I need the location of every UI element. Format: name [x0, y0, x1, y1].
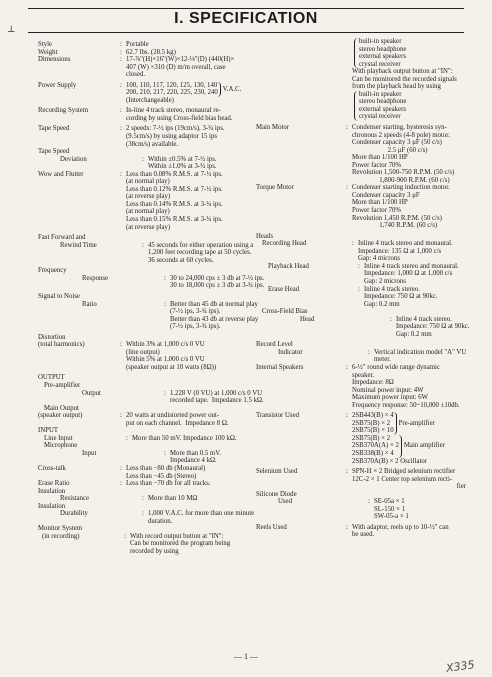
- spec-erase-head: Erase Head : Inline 4 track stereo. Impedance: 750 Ω at 90kc. Gap: 0.2 mm: [256, 286, 466, 309]
- spec-value-line: external speakers: [359, 53, 406, 61]
- spec-value-line: 2SB370A(A) × 2: [352, 442, 399, 450]
- spec-value-line: Revolution 1,450 R.P.M. (50 c/s): [352, 214, 442, 222]
- spec-value-line: (7-½ ips, 3-¾ ips).: [170, 323, 221, 331]
- spec-value-line: stereo headphone: [359, 45, 407, 53]
- spec-record-level: Indicator : Vertical indication model "A" VU meter.: [256, 349, 466, 364]
- spec-frequency-response: Response : 30 to 24,000 cps ± 3 db at 7-½ ips. 30 to 18,000 cps ± 3 db at 3-¾ ips.: [38, 275, 248, 290]
- spec-label: Pre-amplifier: [44, 381, 81, 389]
- spec-value-line: 1,740 R.P.M. (60 c/s): [352, 222, 438, 230]
- spec-value-line: meter.: [374, 356, 391, 364]
- spec-value-line: (9.5cm/s) by using adaptor 15 ips: [126, 133, 217, 141]
- spec-value-line: Less than 0.15% R.M.S. at 3-¾ ips.: [126, 216, 223, 224]
- spec-label: Wow and Flutter: [38, 170, 84, 178]
- spec-value-line: built-in speaker: [359, 90, 402, 98]
- spec-value-line: Impedance: 8Ω: [352, 379, 394, 387]
- spec-torque-motor: Torque Motor : Condenser starting induction motor. Condenser capacity 3 μF More than 1/100 HP Power factor 70% Revolution 1,450 R.P.M. (50 c/s) 1,740 R.P.M. (60 c/s): [256, 184, 466, 229]
- spec-label: Reels Used: [256, 523, 287, 531]
- spec-value-line: Power factor 70%: [352, 207, 402, 215]
- spec-label: Cross-Field Bias: [262, 308, 308, 316]
- spec-label: Recording System: [38, 107, 89, 115]
- spec-value-line: Gap: 0.2 mm: [396, 330, 432, 338]
- spec-label: Frequency: [38, 267, 67, 275]
- spec-value-line: Less than −45 db (Stereo): [126, 472, 197, 480]
- spec-value-line: 407 (W) ×310 (D) m/m overall, case: [126, 63, 226, 71]
- spec-value-line: Less than 0.14% R.M.S. at 3-¾ ips.: [126, 200, 223, 208]
- spec-label: Weight: [38, 48, 58, 56]
- spec-value-line: Less than 0.12% R.M.S. at 7-½ ips.: [126, 185, 223, 193]
- spec-value-line: chronous 2 speeds (4-8 pole) motor.: [352, 131, 450, 139]
- spec-value-line: recorded by using: [130, 548, 179, 555]
- spec-label: Output: [82, 389, 101, 397]
- spec-label: Power Supply: [38, 81, 77, 89]
- spec-value-line: Inline 4 track stereo and monaural.: [364, 262, 459, 270]
- spec-value-line: closed.: [126, 71, 146, 79]
- spec-label: Cross-talk: [38, 464, 66, 472]
- spec-value-line: Inline 4 track stereo.: [364, 285, 420, 293]
- spec-value: More than 0.5 mV. Impedance 4 kΩ.: [170, 449, 222, 465]
- spec-label: (total harmonics): [38, 341, 85, 349]
- spec-tape-speed-deviation: Deviation : Within ±0.5% at 7-½ ips. Within ±1.0% at 3-¾ ips.: [38, 156, 248, 171]
- spec-playback-head: Playback Head : Inline 4 track stereo and monaural. Impedance: 1,000 Ω at 1,000 c/s Gap: 2 microns: [256, 263, 466, 286]
- page-number: — 1 —: [234, 652, 258, 661]
- spec-value-line: 2.5 μF (60 c/s): [352, 146, 428, 154]
- spec-value-line: be used.: [352, 531, 375, 539]
- spec-value-line: Within 3% at 1,000 c/s 0 VU: [126, 341, 205, 349]
- spec-label: Transistor Used: [256, 412, 299, 420]
- spec-value-line: 20 watts at undistorted power out-: [126, 412, 220, 420]
- header-rule-top: [28, 8, 464, 9]
- spec-value-line: 2SB443(B) × 4: [352, 412, 394, 420]
- spec-preamp-output: Output : 1.228 V (0 VU) at 1,000 c/s 0 VU recorded tape. Impedance 1.5 kΩ.: [38, 390, 248, 405]
- spec-value-line: Gap: 4 microns: [358, 255, 400, 263]
- spec-value-line: SL-150 × 1: [374, 505, 406, 513]
- spec-label: Resistance: [60, 495, 90, 503]
- spec-cross-field-head: Head : Inline 4 track stereo. Impedance: 750 Ω at 90kc. Gap: 0.2 mm: [256, 316, 466, 339]
- spec-value-line: (38cm/s) available.: [126, 140, 179, 148]
- transistor-group-note: Main amplifier: [403, 442, 445, 450]
- spec-value: Portable: [126, 41, 149, 48]
- spec-value-line: Vertical indication model "A" VU: [374, 348, 467, 356]
- spec-value-line: (at reverse play): [126, 223, 171, 231]
- spec-value-line: cording by using Cross-field bias head.: [126, 114, 233, 122]
- spec-label: Signal to Noise: [38, 292, 80, 300]
- spec-value-line: 2SB75(B) × 2: [352, 434, 391, 442]
- handwritten-stamp: X335: [445, 658, 476, 675]
- spec-label: Silicone Diode: [256, 490, 297, 498]
- spec-value-line: 12C-2 × 1 Center top selenium recti-: [352, 475, 453, 483]
- spec-label: Main Motor: [256, 124, 290, 132]
- spec-wow-flutter: Wow and Flutter : Less than 0.08% R.M.S. at 7-½ ips. (at normal play) Less than 0.12% R.M.S. at 7-½ ips. (at reverse play) Less than 0.14% R.M.S. at 3-¾ ips. (at normal play) Less than 0.15% R.M.S. at 3-¾ ips. (at reverse play): [38, 171, 248, 231]
- spec-value-line: 30 to 18,000 cps ± 3 db at 3-¾ ips.: [170, 282, 265, 290]
- spec-value-line: With adaptor, reels up to 10-½" can: [352, 523, 449, 531]
- spec-value-line: SPN-H × 2 Bridged selenium rectifier: [352, 468, 456, 476]
- spec-value-line: stereo headphone: [359, 98, 407, 106]
- spec-insulation-durability: Durability : 1,000 V.A.C. for more than one minute duration.: [38, 510, 248, 525]
- spec-value-line: Inline 4 track stereo and monaural.: [358, 240, 453, 248]
- spec-label: Head: [300, 315, 315, 323]
- spec-value: More than 50 mV. Impedance 100 kΩ.: [132, 434, 237, 442]
- page-title: I. SPECIFICATION: [174, 10, 318, 27]
- spec-value-line: (7-½ ips, 3-¾ ips).: [170, 308, 221, 316]
- spec-value: More than 10 MΩ: [148, 495, 198, 503]
- spec-label: Rewind Time: [60, 241, 97, 249]
- spec-line-input: Line Input : More than 50 mV. Impedance 100 kΩ.: [38, 435, 248, 443]
- spec-value-line: Nominal power input: 4W: [352, 386, 424, 394]
- spec-value-line: Inline 4 track stereo.: [396, 315, 452, 323]
- spec-value-line: (at reverse play): [126, 193, 171, 201]
- spec-label: Deviation: [60, 155, 87, 163]
- spec-label: Dimensions: [38, 56, 71, 64]
- spec-value-line: 200, 210, 217, 220, 225, 230, 240: [126, 89, 218, 97]
- spec-value-line: Less than −80 db (Monaural): [126, 464, 206, 472]
- spec-value-line: 1,200 feet recording tape at 50 cycles.: [148, 249, 252, 257]
- spec-silicone-diode: Used : SE-05a × 1 SL-150 × 1 SW-05-a × 1: [256, 498, 466, 521]
- spec-value-line: Condenser starting, hysteresis syn-: [352, 124, 447, 132]
- spec-cross-talk: Cross-talk : Less than −80 db (Monaural) Less than −45 db (Stereo): [38, 465, 248, 480]
- spec-value-line: speaker.: [352, 371, 375, 379]
- spec-style: Style : Portable: [38, 41, 248, 49]
- spec-value-line: Can be monitored the program being: [130, 540, 231, 548]
- spec-label: Monitor System: [38, 525, 82, 533]
- spec-value-line: Impedance: 1,000 Ω at 1,000 c/s: [364, 270, 453, 278]
- spec-value-line: In-line 4 track stereo, monaural re-: [126, 107, 221, 115]
- spec-value-line: 30 to 24,000 cps ± 3 db at 7-½ ips.: [170, 274, 265, 282]
- spec-label: Microphone: [44, 442, 78, 450]
- spec-value-line: Frequency response: 50~10,000 ±10db.: [352, 401, 460, 409]
- spec-label: Erase Ratio: [38, 480, 70, 488]
- spec-power-supply: Power Supply : 100, 110, 117, 120, 125, 130, 140 200, 210, 217, 220, 225, 230, 240 V.A.C. (Interchangeable): [38, 82, 248, 105]
- spec-value-line: (at normal play): [126, 178, 170, 186]
- spec-value-line: 2SB338(B) × 4: [352, 449, 394, 457]
- transistor-group-note: Pre-amplifier: [398, 419, 435, 427]
- spec-value-line: With record output button at "IN":: [130, 532, 224, 540]
- spec-value-line: Can be monitored the recorded signals: [352, 75, 457, 83]
- spec-value-line: external speakers: [359, 105, 406, 113]
- spec-value-line: fier: [456, 483, 466, 491]
- spec-label: Response: [82, 274, 109, 282]
- spec-value-line: Gap: 2 microns: [364, 277, 406, 285]
- spec-value-line: (Interchangeable): [126, 96, 174, 104]
- spec-value-line: from the playback head by using: [352, 83, 441, 91]
- spec-label: (speaker output): [38, 412, 83, 420]
- spec-value-line: Condenser capacity 3 μF (50 c/s): [352, 139, 442, 147]
- spec-value-line: 1.228 V (0 VU) at 1,000 c/s 0 VU: [170, 389, 263, 397]
- spec-value-line: 6-½" round wide range dynamic: [352, 363, 440, 371]
- section-heading: INPUT: [38, 427, 59, 435]
- spec-label: Fast Forward and: [38, 234, 86, 242]
- spec-label: Erase Head: [268, 285, 300, 293]
- spec-value-line: 2 speeds: 7-½ ips (19cm/s), 3-¾ ips.: [126, 125, 225, 133]
- spec-reels-used: Reels Used : With adaptor, reels up to 10-½" can be used.: [256, 524, 466, 539]
- spec-internal-speakers: Internal Speakers : 6-½" round wide range dynamic speaker. Impedance: 8Ω Nominal power input: 4W Maximum power input: 6W Frequency response: 50~10,000 ±10db.: [256, 364, 466, 409]
- spec-label: Tape Speed: [38, 125, 70, 133]
- header-rule-bottom: [28, 32, 464, 33]
- spec-label: Line Input: [44, 434, 73, 442]
- spec-value-line: 100, 110, 117, 120, 125, 130, 140: [126, 81, 218, 89]
- spec-label: Recording Head: [262, 240, 307, 248]
- spec-value-line: (speaker output at 10 watts (8Ω)): [126, 363, 217, 371]
- section-heading: Heads: [256, 232, 273, 240]
- margin-mark: ⊥: [7, 24, 16, 34]
- spec-monitor-system: (in recording) : With record output button at "IN": Can be monitored the program being recorded by using: [38, 533, 248, 556]
- spec-value-line: With playback output button at "IN":: [352, 68, 453, 76]
- spec-label: Insulation: [38, 502, 66, 510]
- spec-selenium-used: Selenium Used : SPN-H × 2 Bridged selenium rectifier 12C-2 × 1 Center top selenium recti- fier: [256, 468, 466, 491]
- spec-value-line: Impedance: 750 Ω at 90kc.: [396, 323, 470, 331]
- right-column: [256, 38, 470, 539]
- spec-value-line: Condenser capacity 3 μF: [352, 191, 420, 199]
- spec-value-line: 2SB75(B) × 10: [352, 427, 394, 435]
- spec-erase-ratio: Erase Ratio : Less than −70 db for all tracks.: [38, 480, 248, 488]
- spec-value-line: 2SB75(B) × 2: [352, 419, 391, 427]
- spec-transistor-used: Transistor Used : 2SB443(B) × 4 2SB75(B) × 2 2SB75(B) × 10 Pre-amplifier 2SB75(B) × 2 2SB370A(A) × 2 2SB338(B) × 4 Main amplifier 2SB370A(B) × 2 Oscillator: [256, 412, 466, 465]
- spec-label: Main Output: [44, 404, 79, 412]
- spec-label: Selenium Used: [256, 468, 298, 476]
- monitor-continuation: [256, 38, 466, 121]
- spec-value-line: More than 1/100 HP: [352, 199, 408, 207]
- spec-value-line: Maximum power input: 6W: [352, 394, 429, 402]
- spec-main-motor: Main Motor : Condenser starting, hysteresis syn- chronous 2 speeds (4-8 pole) motor. Condenser capacity 3 μF (50 c/s) 2.5 μF (60 c/s) More than 1/100 HP Power factor 70% Revolution 1,500-750 R.P.M. (50 c/s) 1,800-900 R.P.M. (60 c/s): [256, 124, 466, 184]
- spec-value-line: Less than 0.08% R.M.S. at 7-½ ips.: [126, 170, 223, 178]
- spec-fast-forward: Rewind Time : 45 seconds for either operation using a 1,200 feet recording tape at 50 cycles. 36 seconds at 60 cycles.: [38, 242, 248, 265]
- spec-value-line: Within ±1.0% at 3-¾ ips.: [148, 163, 217, 171]
- spec-value-line: More than 1/100 HP: [352, 154, 408, 162]
- spec-value-line: 45 seconds for either operation using a: [148, 241, 254, 249]
- spec-label: Internal Speakers: [256, 363, 304, 371]
- spec-value-line: SW-05-a × 1: [374, 513, 409, 521]
- spec-mic-input: Input : More than 0.5 mV. Impedance 4 kΩ.: [38, 450, 248, 465]
- spec-value-line: 17-⅞"(H)×16"(W)×12-⅛"(D) (440(H)×: [126, 56, 235, 64]
- spec-value-line: Impedance: 750 Ω at 90kc.: [364, 293, 438, 301]
- spec-main-output: (speaker output) : 20 watts at undistorted power out- put on each channel. Impedance 8 Ω.: [38, 412, 248, 427]
- monitor-brace-record: [354, 38, 466, 68]
- spec-label: (in recording): [42, 532, 80, 540]
- spec-value-line: duration.: [148, 517, 173, 525]
- section-heading: OUTPUT: [38, 374, 65, 382]
- spec-value-line: Better than 43 db at reverse play: [170, 315, 259, 323]
- spec-label: Indicator: [278, 348, 303, 356]
- spec-value-line: crystal receiver: [359, 113, 401, 121]
- spec-value-line: Gap: 0.2 mm: [364, 300, 400, 308]
- spec-value-line: crystal receiver: [359, 60, 401, 68]
- spec-value-line: (line output): [126, 348, 160, 356]
- spec-weight: Weight : 62.7 lbs. (28.5 kg): [38, 49, 248, 57]
- spec-label: Distortion: [38, 333, 66, 341]
- spec-label: Style: [38, 41, 52, 48]
- spec-value-line: 1,000 V.A.C. for more than one minute: [148, 510, 255, 518]
- spec-value-line: recorded tape. Impedance 1.5 kΩ.: [170, 397, 264, 405]
- spec-recording-head: Recording Head : Inline 4 track stereo and monaural. Impedance: 135 Ω at 1,000 c/s Gap: 4 microns: [256, 240, 466, 263]
- spec-distortion: (total harmonics) : Within 3% at 1,000 c/s 0 VU (line output) Within 5% at 1,000 c/s 0 VU (speaker output at 10 watts (8Ω)): [38, 341, 248, 371]
- spec-value-line: built-in speaker: [359, 38, 402, 45]
- spec-label: Torque Motor: [256, 184, 294, 192]
- spec-tape-speed: Tape Speed : 2 speeds: 7-½ ips (19cm/s), 3-¾ ips. (9.5cm/s) by using adaptor 15 ips (38cm/s) available.: [38, 125, 248, 148]
- spec-value: 62.7 lbs. (28.5 kg): [126, 48, 176, 56]
- spec-label: Record Level: [256, 341, 293, 349]
- spec-value-line: put on each channel. Impedance 8 Ω.: [126, 419, 229, 427]
- spec-value-line: 36 seconds at 60 cycles.: [148, 256, 214, 264]
- spec-value-line: Condenser starting induction motor.: [352, 184, 450, 192]
- spec-label: Insulation: [38, 487, 66, 495]
- spec-value-line: Within ±0.5% at 7-½ ips.: [148, 155, 217, 163]
- spec-label: Input: [82, 449, 97, 457]
- power-unit: V.A.C.: [222, 85, 242, 93]
- spec-label: Used: [278, 498, 292, 506]
- spec-value-line: SE-05a × 1: [374, 498, 405, 506]
- spec-label: Ratio: [82, 300, 97, 308]
- spec-value: Less than −70 db for all tracks.: [126, 480, 211, 488]
- monitor-brace-playback: [354, 91, 466, 121]
- spec-value-line: Power factor 70%: [352, 161, 402, 169]
- spec-label: Playback Head: [268, 262, 309, 270]
- spec-recording-system: Recording System : In-line 4 track stereo, monaural re- cording by using Cross-field bias head.: [38, 107, 248, 122]
- spec-label: Durability: [60, 510, 88, 518]
- spec-value-line: Better than 45 db at normal play: [170, 300, 258, 308]
- spec-insulation-resistance: Resistance : More than 10 MΩ: [38, 495, 248, 503]
- spec-dimensions: Dimensions : 17-⅞"(H)×16"(W)×12-⅛"(D) (440(H)× 407 (W) ×310 (D) m/m overall, case closed.: [38, 56, 248, 79]
- spec-value-line: (at normal play): [126, 208, 170, 216]
- spec-value-line: 1,800-900 R.P.M. (60 c/s): [352, 176, 450, 184]
- spec-value-line: 2SB370A(B) × 2 Oscillator: [352, 457, 428, 465]
- spec-value-line: Revolution 1,500-750 R.P.M. (50 c/s): [352, 169, 455, 177]
- spec-signal-noise: Ratio : Better than 45 db at normal play (7-½ ips, 3-¾ ips). Better than 43 db at reverse play (7-½ ips, 3-¾ ips).: [38, 301, 248, 331]
- spec-value-line: Impedance: 135 Ω at 1,000 c/s: [358, 247, 442, 255]
- spec-label: Tape Speed: [38, 148, 70, 156]
- spec-value-line: Within 5% at 1,000 c/s 0 VU: [126, 356, 205, 364]
